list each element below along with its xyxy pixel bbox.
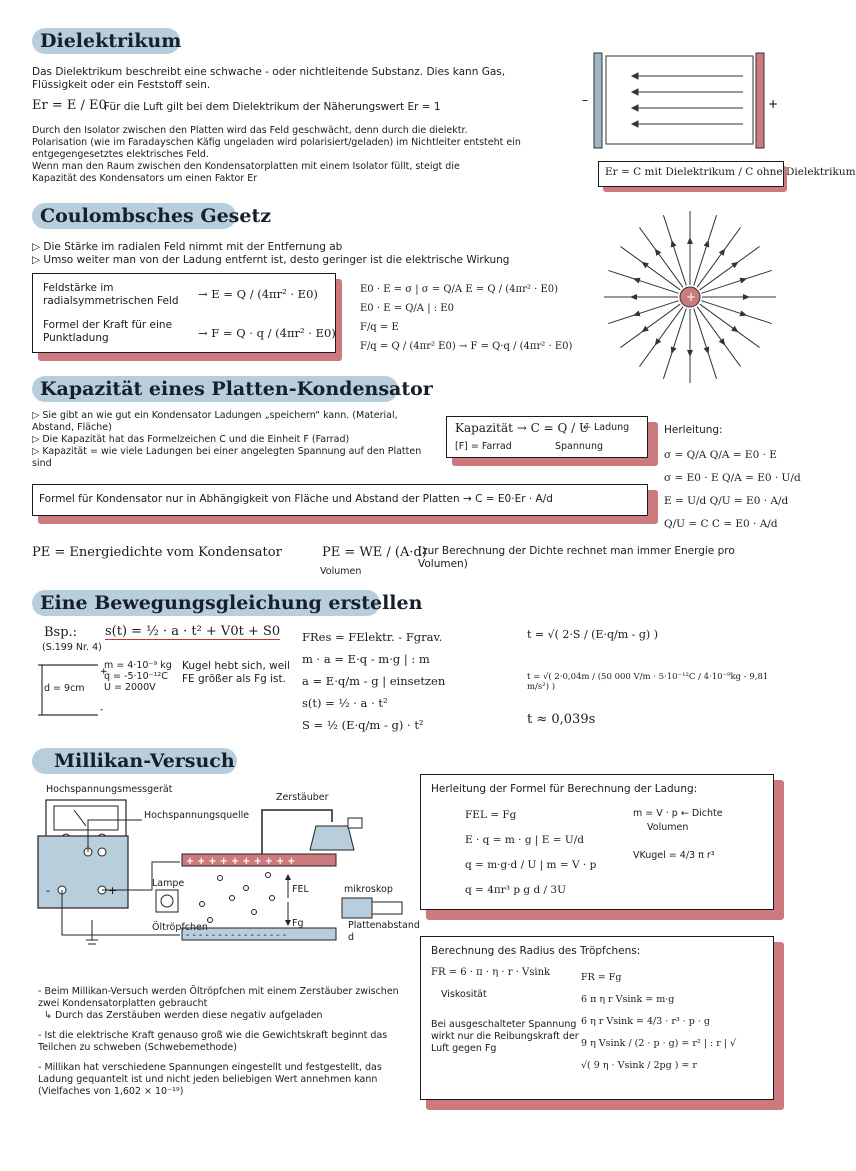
- herleitung-lines: σ = Q/A Q/A = E0 · E σ = E0 · E Q/A = E0 · U/d E = U/d Q/U = E0 · A/d Q/U = C C = E0 · A/d: [664, 449, 801, 530]
- field-arrow: [687, 237, 693, 244]
- bsp-label: Bsp.:: [44, 625, 78, 640]
- field-line: [701, 270, 771, 293]
- field-arrow: [731, 326, 738, 333]
- field-arrow: [633, 311, 641, 317]
- label-lampe: Lampe: [152, 878, 185, 889]
- plus-plate: + + + + + + + + + +: [186, 856, 296, 867]
- field-line: [608, 270, 678, 293]
- field-line: [697, 307, 740, 367]
- svg-text:-: -: [100, 705, 104, 715]
- field-line: [608, 301, 678, 324]
- field-arrow: [739, 311, 747, 317]
- field-arrow: [630, 294, 637, 300]
- kapazitaet-bullets: ▷ Sie gibt an wie gut ein Kondensator Ladungen „speichern“ kann. (Material, Abstand, Fläche) ▷ Die Kapazität hat das Formelzeichen C und die Einheit F (Farrad) ▷ Kapazität = wie viele Ladungen bei einer angelegten Spannung auf den Platten sind: [32, 410, 422, 469]
- label-zerstaeuber: Zerstäuber: [276, 792, 329, 803]
- field-line: [694, 308, 717, 378]
- label-quelle: Hochspannungsquelle: [144, 810, 250, 821]
- volumen-label: Volumen: [320, 566, 362, 577]
- millikan-bullets: - Beim Millikan-Versuch werden Öltröpfchen mit einem Zerstäuber zwischen zwei Kondensatorplatten gebraucht ↳ Durch das Zerstäuben werden diese negativ aufgeladen - Ist die elektrische Kraft genauso groß wie die Gewichtskraft beginnt das Teilchen zu schweben (Schwebemethode) - Millikan hat verschiedene Spannungen eingestellt und festgestellt, das Ladung gequantelt ist und nicht jeden beliebigen Wert annehmen kann (Vielfaches von 1,602 × 10⁻¹⁹): [38, 986, 399, 1097]
- heading-bewegung: Eine Bewegungsgleichung erstellen: [40, 592, 423, 614]
- field-line: [639, 227, 682, 287]
- energiedichte-note: (zur Berechnung der Dichte rechnet man immer Energie pro Volumen): [418, 545, 735, 570]
- field-line: [663, 308, 686, 378]
- field-line: [620, 246, 680, 289]
- t-result: t ≈ 0,039s: [527, 712, 596, 727]
- label-oeltroepfchen: Öltröpfchen: [152, 922, 208, 933]
- heading-millikan: Millikan-Versuch: [54, 750, 235, 772]
- bsp-ref: (S.199 Nr. 4): [42, 642, 102, 653]
- luft-text: Für die Luft gilt bei dem Dielektrikum der Näherungswert Er = 1: [104, 101, 441, 113]
- field-arrow: [671, 240, 677, 248]
- herleitung-title: Herleitung:: [664, 424, 723, 436]
- ladung-herleitung-box: Herleitung der Formel für Berechnung der Ladung: FEL = Fg E · q = m · g | E = U/d q = m·g·d / U | m = V · p q = 4πr³ p g d / 3U m = V · p ← Dichte Volumen VKugel = 4/3 π r³: [420, 774, 774, 910]
- field-arrow: [655, 338, 662, 345]
- field-arrow: [743, 294, 750, 300]
- field-line: [639, 307, 682, 367]
- field-line: [697, 227, 740, 287]
- heading-coulomb: Coulombsches Gesetz: [40, 205, 272, 227]
- field-arrow: [719, 338, 726, 345]
- heading-dielektrikum: Dielektrikum: [40, 30, 182, 52]
- svg-text:+: +: [100, 667, 108, 677]
- er-box: Er = C mit Dielektrikum / C ohne Dielektrikum: [598, 161, 784, 187]
- point-charge-sign: +: [686, 290, 697, 304]
- field-line: [700, 304, 760, 347]
- field-arrow: [687, 350, 693, 357]
- label-messgeraet: Hochspannungsmessgerät: [46, 784, 173, 795]
- dielektrikum-text-2: Durch den Isolator zwischen den Platten wird das Feld geschwächt, denn durch die dielektr. Polarisation (wie im Faradayschen Käfig ungeladen wird polarisiert/geladen) im Nichtleiter entsteht ein entgegengesetztes elektrisches Feld. Wenn man den Raum zwischen den Kondensatorplatten mit einem Isolator füllt, steigt die Kapazität des Kondensators um einen Faktor Er: [32, 125, 521, 184]
- field-line: [694, 215, 717, 285]
- field-arrow: [633, 278, 641, 284]
- field-arrow: [641, 326, 648, 333]
- given-values: m = 4·10⁻⁹ kg q = -5·10⁻¹²C U = 2000V: [104, 660, 172, 693]
- coulomb-derivation: E0 · E = σ | σ = Q/A E = Q / (4πr² · E0) E0 · E = Q/A | : E0 F/q = E F/q = Q / (4πr² E0) → F = Q·q / (4πr² · E0): [360, 284, 573, 352]
- svg-text:–: –: [582, 93, 588, 107]
- field-arrow: [641, 262, 648, 269]
- label-mikroskop: mikroskop: [344, 884, 393, 895]
- label-fg: Fg: [292, 918, 304, 929]
- field-arrow: [671, 346, 677, 354]
- field-line: [701, 301, 771, 324]
- formel-kondensator-box: Formel für Kondensator nur in Abhängigkeit von Fläche und Abstand der Platten → C = E0·Er · A/d: [32, 484, 648, 516]
- field-line: [663, 215, 686, 285]
- energiedichte-formula: PE = WE / (A·d): [322, 545, 427, 560]
- svg-text:+: +: [768, 97, 779, 111]
- t-formula-1: t = √( 2·S / (E·q/m - g) ): [527, 628, 658, 641]
- t-formula-2: t = √( 2·0,04m / (50 000 V/m · 5·10⁻¹²C / 4·10⁻⁹kg - 9,81 m/s²) ): [527, 672, 769, 692]
- kapazitaet-box: Kapazität → C = Q / U ← Ladung [F] = Farrad Spannung: [446, 416, 648, 458]
- dielektrikum-text: Das Dielektrikum beschreibt eine schwache - oder nichtleitende Substanz. Dies kann Gas, Flüssigkeit oder ein Feststoff sein.: [32, 66, 506, 91]
- svg-text:-: -: [46, 884, 50, 897]
- field-arrow: [704, 346, 710, 354]
- formula-er: Er = E / E0: [32, 98, 107, 113]
- field-line: [620, 304, 680, 347]
- coulomb-formula-box: Feldstärke im radialsymmetrischen Feld → E = Q / (4πr² · E0) Formel der Kraft für eine Punktladung → F = Q · q / (4πr² · E0): [32, 273, 336, 353]
- field-line: [700, 246, 760, 289]
- minus-plate: - - - - - - - - - - - - - - - -: [186, 930, 287, 941]
- label-plattenabstand: Plattenabstand d: [348, 920, 420, 943]
- svg-text:+: +: [108, 884, 118, 897]
- radial-field-diagram: [595, 205, 785, 385]
- heading-kapazitaet: Kapazität eines Platten-Kondensator: [40, 378, 433, 400]
- field-arrow: [655, 248, 662, 255]
- kugel-note: Kugel hebt sich, weil FE größer als Fg ist.: [182, 660, 291, 685]
- label-fel: FEL: [292, 884, 309, 895]
- field-arrow: [739, 278, 747, 284]
- d-label: d = 9cm: [44, 683, 85, 694]
- capacitor-dielectric-diagram: [578, 48, 778, 158]
- bewegung-derivation: FRes = FElektr. - Fgrav. m · a = E·q - m·g | : m a = E·q/m - g | einsetzen s(t) = ½ · a · t² S = ½ (E·q/m - g) · t²: [302, 630, 446, 732]
- field-arrow: [719, 248, 726, 255]
- field-arrow: [704, 240, 710, 248]
- radius-box: Berechnung des Radius des Tröpfchens: FR = 6 · π · η · r · Vsink Viskosität Bei ausgeschalteter Spannung wirkt nur die Reibungskraft der Luft gegen Fg FR = Fg 6 π η r Vsink = m·g 6 η r Vsink = 4/3 · r³ · p · g 9 η Vsink / (2 · p · g) = r² | : r | √ √( 9 η · Vsink / 2pg ) = r: [420, 936, 774, 1100]
- coulomb-bullets: ▷ Die Stärke im radialen Feld nimmt mit der Entfernung ab ▷ Umso weiter man von der Ladung entfernt ist, desto geringer ist die elektrische Wirkung: [32, 241, 510, 266]
- field-arrow: [731, 262, 738, 269]
- bewegung-main-formula: s(t) = ½ · a · t² + V0t + S0: [105, 624, 281, 639]
- energiedichte-label: PE = Energiedichte vom Kondensator: [32, 545, 282, 560]
